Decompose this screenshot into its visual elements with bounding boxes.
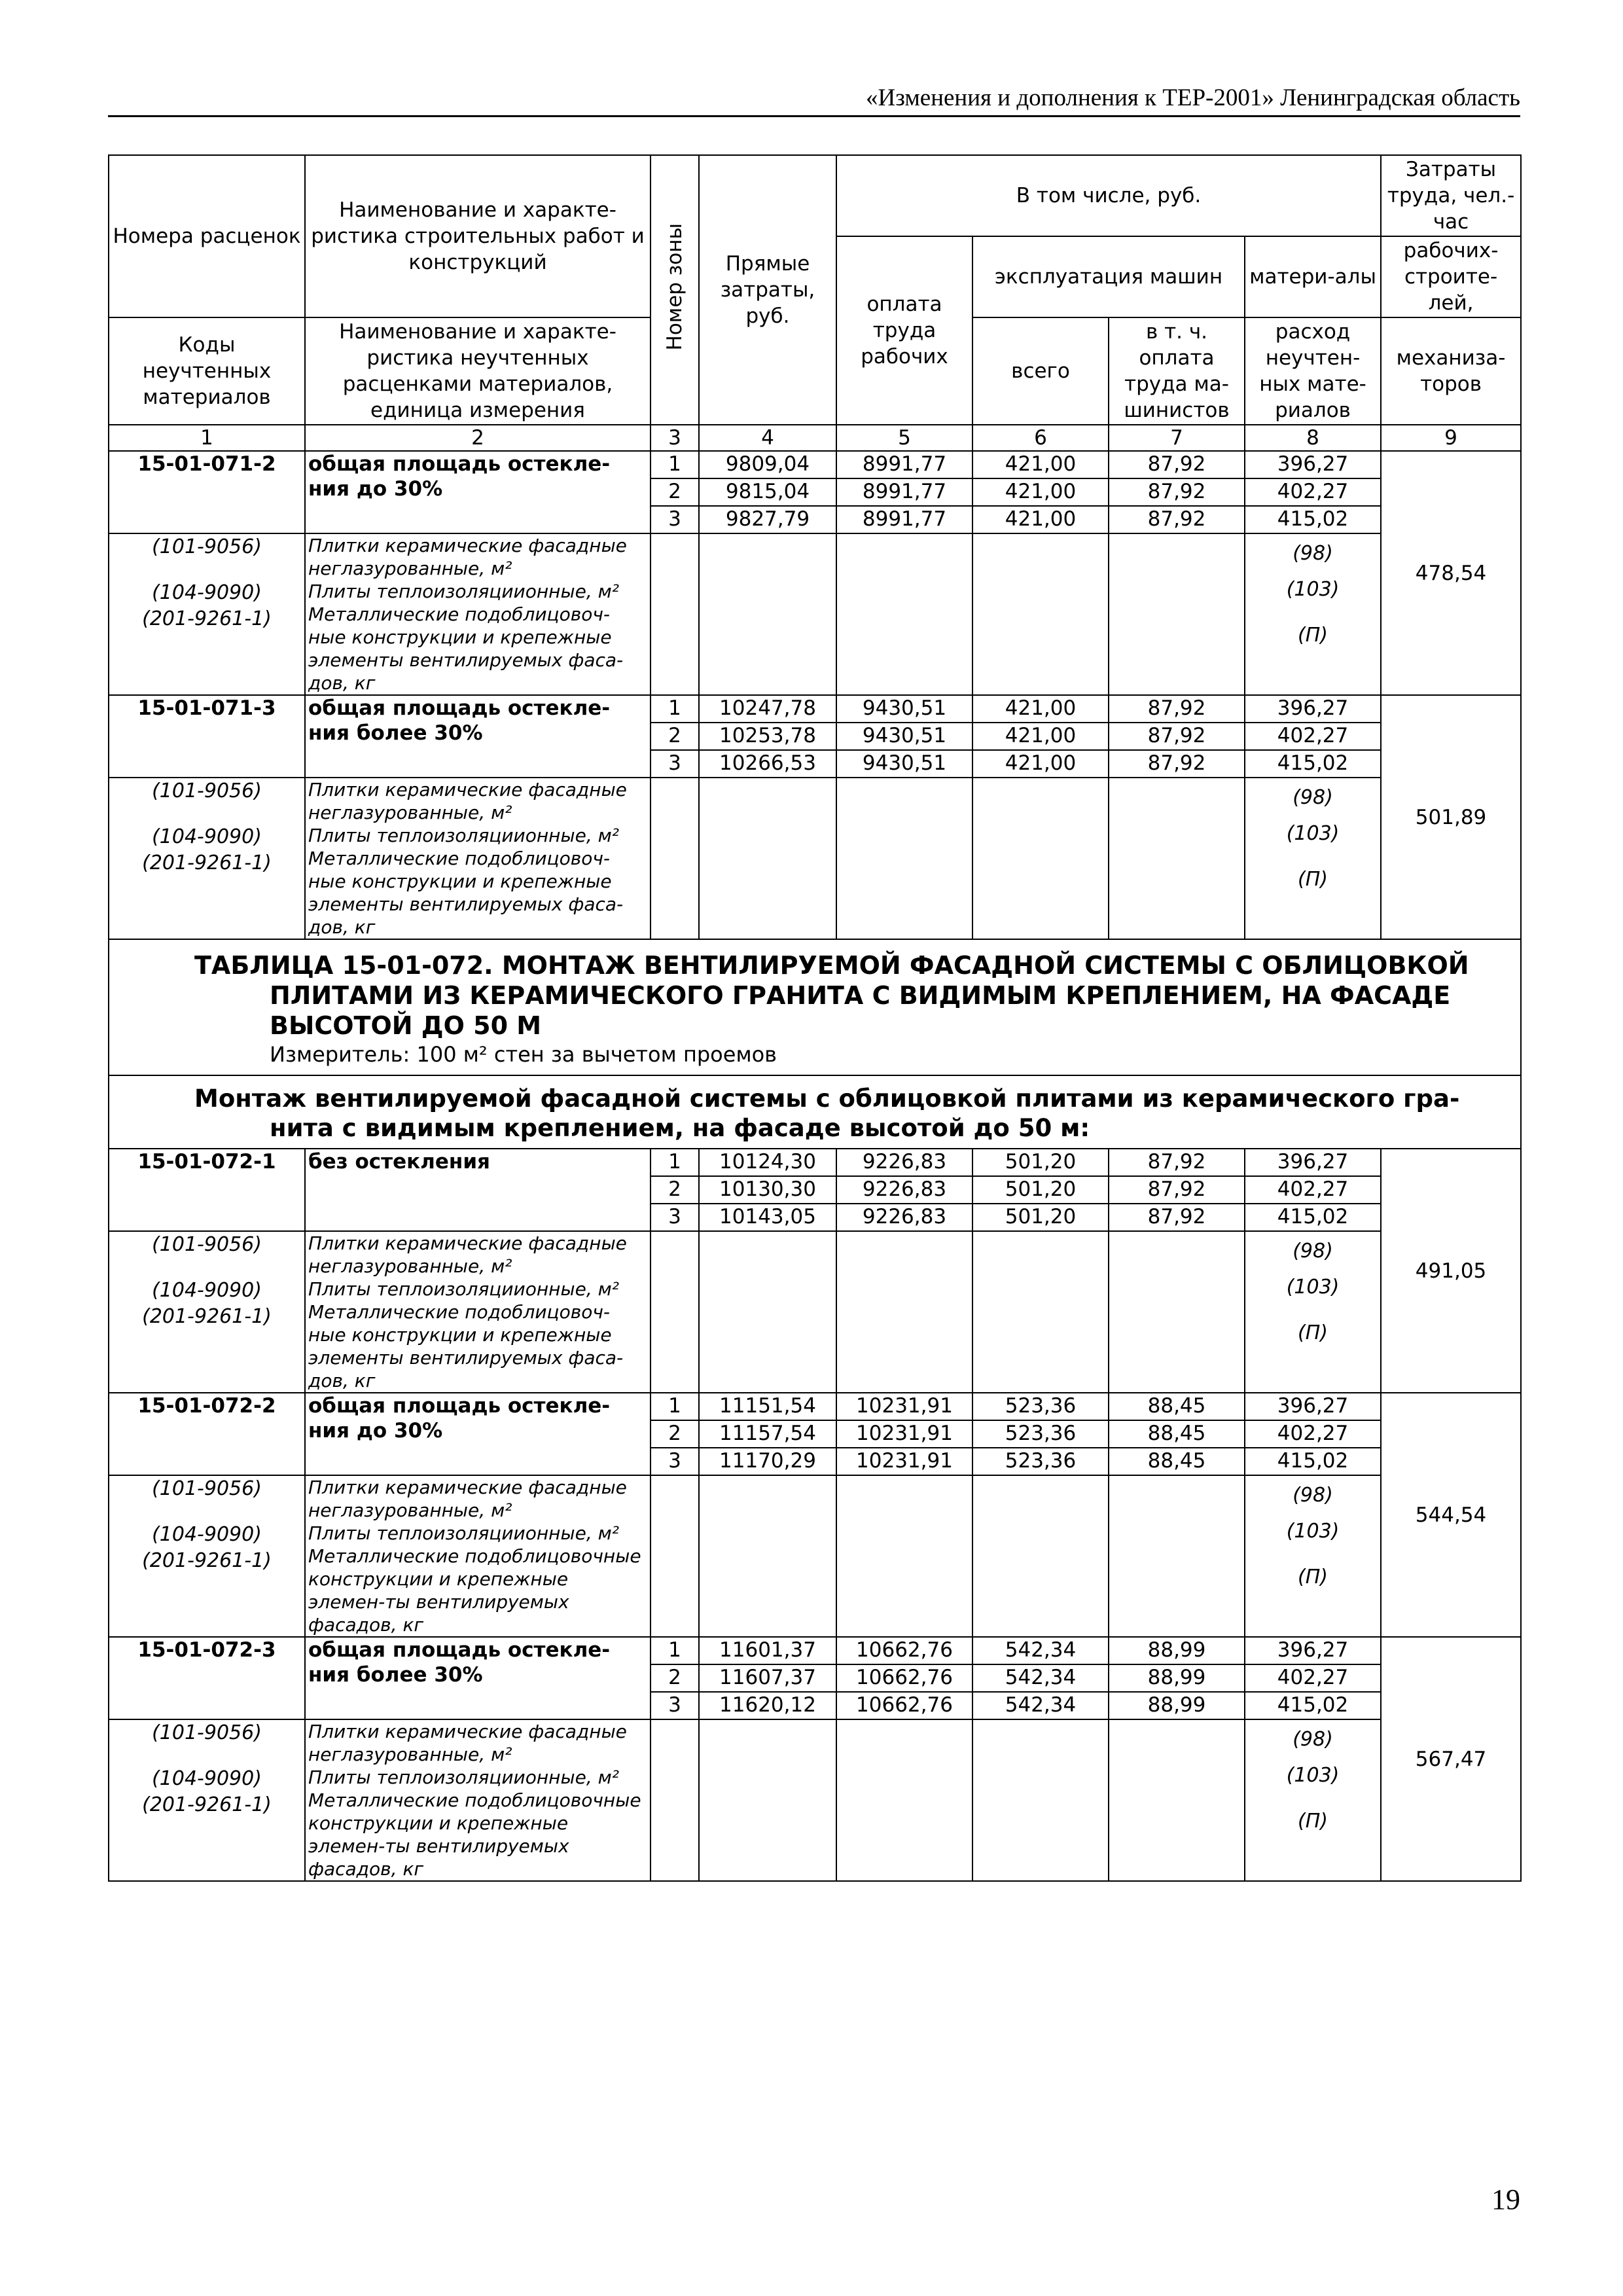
table-title (109, 939, 1521, 1075)
worker-pay-cell: 9430,51 (836, 695, 972, 723)
col-num: 7 (1109, 425, 1245, 451)
head-materials: матери-алы (1245, 236, 1381, 317)
material-code: (101-9056) (152, 1721, 262, 1744)
empty-cell (699, 533, 836, 695)
worker-pay-cell: 10231,91 (836, 1420, 972, 1448)
material-name: Металлические подоблицовоч-ные конструкции и крепежные элементы вентилируемых фаса-дов, кг (308, 1301, 624, 1391)
rates-table (108, 154, 1522, 1882)
materials-cell: 396,27 (1245, 695, 1381, 723)
head-workers: рабочих-строите-лей, (1381, 236, 1521, 317)
material-value: (98) (1293, 1728, 1333, 1751)
running-header: «Изменения и дополнения к ТЕР-2001» Ленинградская область (866, 84, 1520, 111)
zone-cell: 2 (651, 1664, 699, 1692)
empty-cell (651, 1231, 699, 1393)
material-name: Плитки керамические фасадные неглазурованные, м² (308, 1721, 627, 1765)
direct-cost-cell: 9827,79 (699, 506, 836, 533)
worker-pay-cell: 9226,83 (836, 1176, 972, 1204)
material-name: Плитки керамические фасадные неглазурованные, м² (308, 779, 627, 823)
material-value: (103) (1286, 1764, 1340, 1787)
zone-cell: 1 (651, 1393, 699, 1420)
machines-cell: 523,36 (972, 1393, 1109, 1420)
column-numbers-row (109, 425, 1521, 451)
material-name: Плиты теплоизоляциионные, м² (308, 581, 619, 602)
machines-cell: 542,34 (972, 1692, 1109, 1719)
rate-name: общая площадь остекле-ния до 30% (305, 451, 651, 533)
material-code: (201-9261-1) (142, 1549, 272, 1572)
material-code: (101-9056) (152, 1477, 262, 1500)
worker-pay-cell: 9226,83 (836, 1204, 972, 1231)
operator-pay-cell: 87,92 (1109, 1149, 1245, 1176)
materials-cell: 402,27 (1245, 1420, 1381, 1448)
material-code: (104-9090) (152, 581, 262, 604)
materials-cell: 415,02 (1245, 506, 1381, 533)
page-number: 19 (1491, 2183, 1520, 2215)
empty-cell (836, 1475, 972, 1637)
empty-cell (699, 1719, 836, 1881)
material-value: (98) (1293, 1240, 1333, 1263)
empty-cell (836, 1231, 972, 1393)
material-name: Металлические подоблицовочные конструкции и крепежные элемен-ты вентилируемых фасадов, кг (308, 1789, 641, 1880)
machines-cell: 421,00 (972, 451, 1109, 478)
materials-row (109, 1719, 1521, 1881)
machines-cell: 501,20 (972, 1176, 1109, 1204)
empty-cell (1109, 1475, 1245, 1637)
machines-cell: 421,00 (972, 506, 1109, 533)
zone-cell: 1 (651, 1637, 699, 1664)
head-worker-pay: оплата труда рабочих (836, 236, 972, 425)
operator-pay-cell: 88,99 (1109, 1692, 1245, 1719)
material-value: (103) (1286, 578, 1340, 601)
worker-pay-cell: 9430,51 (836, 723, 972, 750)
direct-cost-cell: 11157,54 (699, 1420, 836, 1448)
empty-cell (972, 1719, 1109, 1881)
table-title-line: ПЛИТАМИ ИЗ КЕРАМИЧЕСКОГО ГРАНИТА С ВИДИМЫМ КРЕПЛЕНИЕМ, НА ФАСАДЕ (270, 981, 1451, 1010)
zone-cell: 3 (651, 750, 699, 778)
head-work-name: Наименование и характе-ристика строительных работ и конструкций (305, 155, 651, 317)
empty-cell (651, 1719, 699, 1881)
empty-cell (836, 533, 972, 695)
table-title-row (109, 939, 1521, 1075)
material-value: (П) (1298, 1321, 1328, 1344)
materials-cell: 402,27 (1245, 478, 1381, 506)
machines-cell: 421,00 (972, 723, 1109, 750)
head-operator-pay: в т. ч. оплата труда ма-шинистов (1109, 317, 1245, 425)
empty-cell (699, 1475, 836, 1637)
rate-row (109, 1149, 1521, 1176)
material-value: (103) (1286, 822, 1340, 845)
machines-cell: 523,36 (972, 1448, 1109, 1475)
table-meter: Измеритель: 100 м² стен за вычетом проемов (270, 1042, 777, 1067)
empty-cell (972, 1231, 1109, 1393)
material-code: (101-9056) (152, 780, 262, 802)
zone-cell: 1 (651, 695, 699, 723)
direct-cost-cell: 10253,78 (699, 723, 836, 750)
material-value: (П) (1298, 1810, 1328, 1833)
material-name: Плиты теплоизоляциионные, м² (308, 1278, 619, 1300)
zone-cell: 3 (651, 506, 699, 533)
header-rule (108, 115, 1520, 117)
material-value: (98) (1293, 542, 1333, 565)
material-values (1245, 533, 1381, 695)
worker-pay-cell: 8991,77 (836, 506, 972, 533)
material-codes (109, 778, 305, 939)
worker-pay-cell: 10662,76 (836, 1664, 972, 1692)
head-labor: Затраты труда, чел.-час (1381, 155, 1521, 236)
head-in-total: В том числе, руб. (836, 155, 1381, 236)
material-code: (104-9090) (152, 825, 262, 848)
worker-pay-cell: 8991,77 (836, 451, 972, 478)
material-name: Плитки керамические фасадные неглазурованные, м² (308, 1232, 627, 1277)
rate-code: 15-01-071-3 (109, 695, 305, 778)
labor-cell: 544,54 (1381, 1393, 1521, 1637)
material-name: Металлические подоблицовоч-ные конструкции и крепежные элементы вентилируемых фаса-дов, кг (308, 848, 624, 938)
empty-cell (1109, 778, 1245, 939)
machines-cell: 523,36 (972, 1420, 1109, 1448)
material-code: (201-9261-1) (142, 852, 272, 874)
col-num: 4 (699, 425, 836, 451)
direct-cost-cell: 10247,78 (699, 695, 836, 723)
col-num: 8 (1245, 425, 1381, 451)
material-values (1245, 1719, 1381, 1881)
direct-cost-cell: 11607,37 (699, 1664, 836, 1692)
rate-name: без остекления (305, 1149, 651, 1231)
materials-cell: 396,27 (1245, 1637, 1381, 1664)
empty-cell (699, 1231, 836, 1393)
col-num: 5 (836, 425, 972, 451)
rate-code: 15-01-072-1 (109, 1149, 305, 1231)
material-names (305, 1231, 651, 1393)
material-code: (101-9056) (152, 1233, 262, 1256)
operator-pay-cell: 87,92 (1109, 478, 1245, 506)
material-code: (104-9090) (152, 1279, 262, 1302)
labor-cell: 491,05 (1381, 1149, 1521, 1393)
materials-row (109, 1475, 1521, 1637)
operator-pay-cell: 87,92 (1109, 1204, 1245, 1231)
material-code: (201-9261-1) (142, 607, 272, 630)
head-zone-cell (651, 155, 699, 425)
zone-cell: 3 (651, 1448, 699, 1475)
head-material-names: Наименование и характе-ристика неучтенных расценками материалов, единица измерения (305, 317, 651, 425)
direct-cost-cell: 10143,05 (699, 1204, 836, 1231)
worker-pay-cell: 10662,76 (836, 1637, 972, 1664)
rate-name: общая площадь остекле-ния более 30% (305, 695, 651, 778)
direct-cost-cell: 11151,54 (699, 1393, 836, 1420)
machines-cell: 421,00 (972, 478, 1109, 506)
material-value: (103) (1286, 1276, 1340, 1299)
rate-code: 15-01-072-3 (109, 1637, 305, 1719)
material-code: (104-9090) (152, 1523, 262, 1546)
direct-cost-cell: 9809,04 (699, 451, 836, 478)
zone-cell: 2 (651, 1176, 699, 1204)
material-value: (98) (1293, 786, 1333, 809)
material-name: Плиты теплоизоляциионные, м² (308, 1522, 619, 1544)
materials-cell: 402,27 (1245, 723, 1381, 750)
operator-pay-cell: 87,92 (1109, 451, 1245, 478)
material-values (1245, 1475, 1381, 1637)
machines-cell: 421,00 (972, 750, 1109, 778)
empty-cell (972, 1475, 1109, 1637)
labor-cell: 478,54 (1381, 451, 1521, 695)
head-machines: эксплуатация машин (972, 236, 1245, 317)
direct-cost-cell: 10124,30 (699, 1149, 836, 1176)
material-value: (98) (1293, 1484, 1333, 1507)
operator-pay-cell: 88,99 (1109, 1664, 1245, 1692)
table-title-line: ВЫСОТОЙ ДО 50 М (270, 1011, 542, 1040)
head-material-consumption: расход неучтен-ных мате-риалов (1245, 317, 1381, 425)
material-names (305, 778, 651, 939)
material-code: (201-9261-1) (142, 1305, 272, 1328)
materials-row (109, 1231, 1521, 1393)
zone-cell: 3 (651, 1204, 699, 1231)
col-num: 2 (305, 425, 651, 451)
material-value: (103) (1286, 1520, 1340, 1543)
zone-cell: 2 (651, 723, 699, 750)
rate-row (109, 1637, 1521, 1664)
material-codes (109, 1719, 305, 1881)
worker-pay-cell: 9430,51 (836, 750, 972, 778)
empty-cell (651, 1475, 699, 1637)
empty-cell (836, 778, 972, 939)
machines-cell: 421,00 (972, 695, 1109, 723)
materials-cell: 396,27 (1245, 451, 1381, 478)
material-name: Металлические подоблицовочные конструкции и крепежные элемен-ты вентилируемых фасадов, кг (308, 1545, 641, 1636)
table-title-line: ТАБЛИЦА 15-01-072. МОНТАЖ ВЕНТИЛИРУЕМОЙ ФАСАДНОЙ СИСТЕМЫ С ОБЛИЦОВКОЙ (194, 951, 1469, 980)
rate-row (109, 1393, 1521, 1420)
table-title-text (194, 950, 1494, 1041)
labor-cell: 567,47 (1381, 1637, 1521, 1881)
rate-name: общая площадь остекле-ния более 30% (305, 1637, 651, 1719)
materials-cell: 402,27 (1245, 1176, 1381, 1204)
direct-cost-cell: 11170,29 (699, 1448, 836, 1475)
material-name: Плитки керамические фасадные неглазурованные, м² (308, 1477, 627, 1521)
operator-pay-cell: 88,99 (1109, 1637, 1245, 1664)
material-codes (109, 1475, 305, 1637)
material-values (1245, 1231, 1381, 1393)
labor-cell: 501,89 (1381, 695, 1521, 939)
empty-cell (651, 533, 699, 695)
empty-cell (651, 778, 699, 939)
materials-row (109, 778, 1521, 939)
material-codes (109, 1231, 305, 1393)
direct-cost-cell: 11601,37 (699, 1637, 836, 1664)
material-value: (П) (1298, 624, 1328, 647)
section-title-row (109, 1075, 1521, 1149)
empty-cell (699, 778, 836, 939)
material-names (305, 1719, 651, 1881)
rate-row (109, 695, 1521, 723)
machines-cell: 542,34 (972, 1664, 1109, 1692)
material-name: Плиты теплоизоляциионные, м² (308, 1767, 619, 1788)
materials-cell: 415,02 (1245, 1204, 1381, 1231)
operator-pay-cell: 87,92 (1109, 1176, 1245, 1204)
material-value: (П) (1298, 1566, 1328, 1588)
machines-cell: 501,20 (972, 1149, 1109, 1176)
direct-cost-cell: 10130,30 (699, 1176, 836, 1204)
operator-pay-cell: 87,92 (1109, 695, 1245, 723)
material-name: Плитки керамические фасадные неглазурованные, м² (308, 535, 627, 579)
zone-cell: 1 (651, 451, 699, 478)
zone-cell: 2 (651, 1420, 699, 1448)
head-material-codes: Коды неучтенных материалов (109, 317, 305, 425)
head-mechanics: механиза-торов (1381, 317, 1521, 425)
col-num: 1 (109, 425, 305, 451)
material-value: (П) (1298, 868, 1328, 891)
material-code: (104-9090) (152, 1767, 262, 1790)
head-rate-numbers: Номера расценок (109, 155, 305, 317)
section-line: нита с видимым креплением, на фасаде высотой до 50 м: (270, 1114, 1090, 1142)
zone-cell: 1 (651, 1149, 699, 1176)
rate-code: 15-01-072-2 (109, 1393, 305, 1475)
operator-pay-cell: 87,92 (1109, 723, 1245, 750)
col-num: 3 (651, 425, 699, 451)
material-code: (101-9056) (152, 535, 262, 558)
zone-cell: 2 (651, 478, 699, 506)
worker-pay-cell: 10662,76 (836, 1692, 972, 1719)
material-codes (109, 533, 305, 695)
operator-pay-cell: 87,92 (1109, 506, 1245, 533)
materials-cell: 415,02 (1245, 750, 1381, 778)
empty-cell (1109, 533, 1245, 695)
direct-cost-cell: 9815,04 (699, 478, 836, 506)
material-values (1245, 778, 1381, 939)
head-machines-all: всего (972, 317, 1109, 425)
head-zone: Номер зоны (663, 223, 687, 351)
operator-pay-cell: 88,45 (1109, 1393, 1245, 1420)
col-num: 6 (972, 425, 1109, 451)
empty-cell (1109, 1231, 1245, 1393)
direct-cost-cell: 11620,12 (699, 1692, 836, 1719)
section-line: Монтаж вентилируемой фасадной системы с облицовкой плитами из керамического гра- (194, 1085, 1460, 1113)
material-names (305, 533, 651, 695)
material-name: Плиты теплоизоляциионные, м² (308, 825, 619, 846)
section-title (109, 1075, 1521, 1149)
operator-pay-cell: 87,92 (1109, 750, 1245, 778)
materials-cell: 415,02 (1245, 1692, 1381, 1719)
materials-cell: 415,02 (1245, 1448, 1381, 1475)
materials-cell: 396,27 (1245, 1149, 1381, 1176)
worker-pay-cell: 8991,77 (836, 478, 972, 506)
empty-cell (836, 1719, 972, 1881)
zone-cell: 3 (651, 1692, 699, 1719)
materials-cell: 402,27 (1245, 1664, 1381, 1692)
col-num: 9 (1381, 425, 1521, 451)
machines-cell: 501,20 (972, 1204, 1109, 1231)
material-names (305, 1475, 651, 1637)
worker-pay-cell: 9226,83 (836, 1149, 972, 1176)
materials-row (109, 533, 1521, 695)
direct-cost-cell: 10266,53 (699, 750, 836, 778)
worker-pay-cell: 10231,91 (836, 1393, 972, 1420)
worker-pay-cell: 10231,91 (836, 1448, 972, 1475)
empty-cell (972, 778, 1109, 939)
machines-cell: 542,34 (972, 1637, 1109, 1664)
empty-cell (972, 533, 1109, 695)
rate-name: общая площадь остекле-ния до 30% (305, 1393, 651, 1475)
materials-cell: 396,27 (1245, 1393, 1381, 1420)
empty-cell (1109, 1719, 1245, 1881)
head-direct-cost: Прямые затраты, руб. (699, 155, 836, 425)
operator-pay-cell: 88,45 (1109, 1420, 1245, 1448)
rate-row (109, 451, 1521, 478)
operator-pay-cell: 88,45 (1109, 1448, 1245, 1475)
material-code: (201-9261-1) (142, 1793, 272, 1816)
material-name: Металлические подоблицовоч-ные конструкции и крепежные элементы вентилируемых фаса-дов, кг (308, 603, 624, 694)
rate-code: 15-01-071-2 (109, 451, 305, 533)
